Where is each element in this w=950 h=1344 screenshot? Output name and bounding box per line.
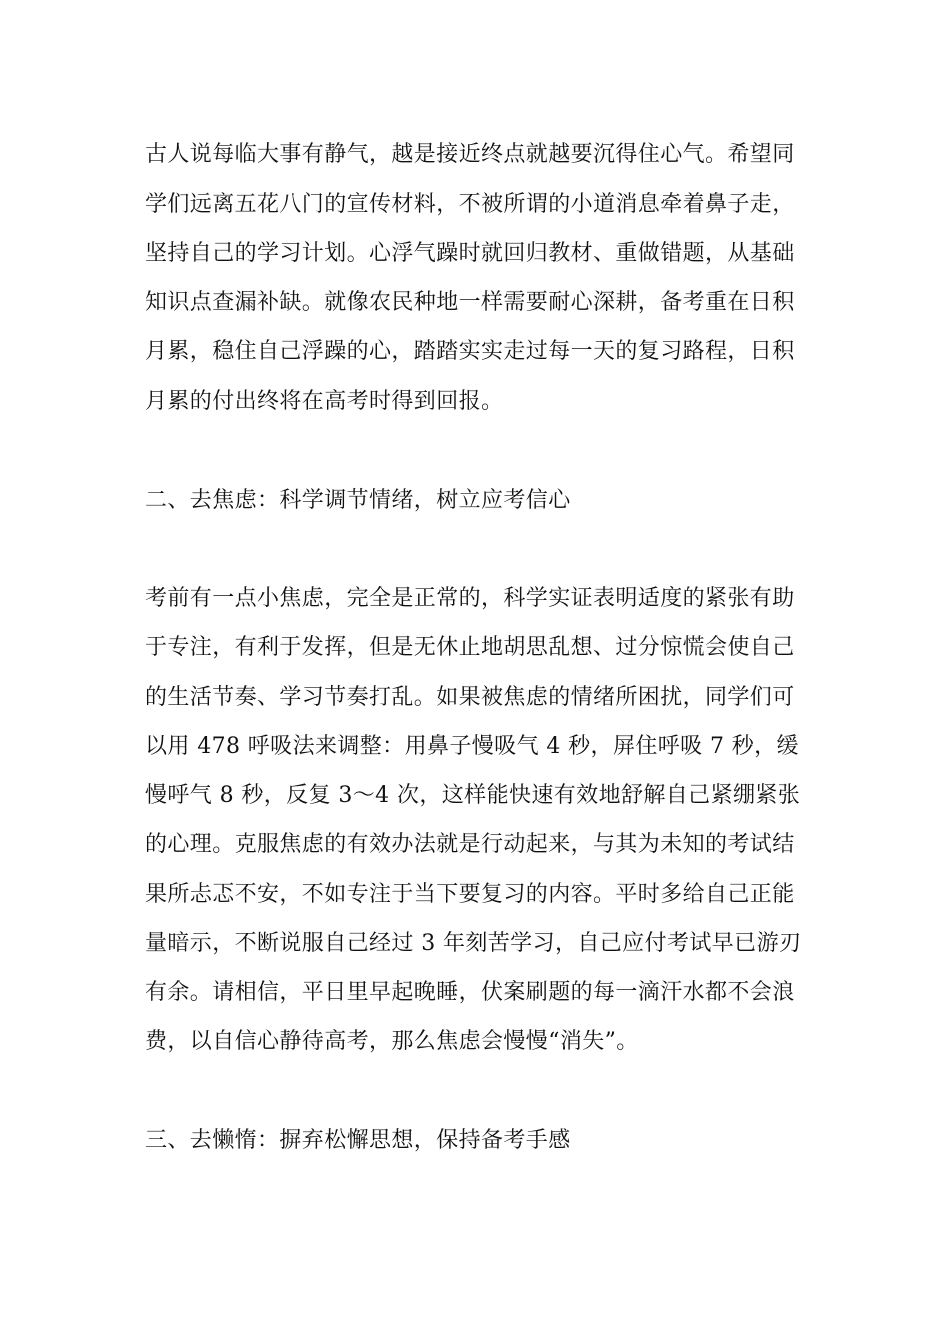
section-heading-3: 三、去懒惰：摒弃松懈思想，保持备考手感 — [145, 1128, 571, 1153]
paragraph-2-line-6: 的心理。克服焦虑的有效办法就是行动起来，与其为未知的考试结 — [145, 832, 795, 857]
paragraph-2-line-9: 有余。请相信，平日里早起晚睡，伏案刷题的每一滴汗水都不会浪 — [145, 980, 795, 1005]
paragraph-1-line-4: 知识点查漏补缺。就像农民种地一样需要耐心深耕，备考重在日积 — [145, 290, 795, 315]
paragraph-2-line-2: 于专注，有利于发挥，但是无休止地胡思乱想、过分惊慌会使自己 — [145, 635, 795, 660]
paragraph-1-line-1: 古人说每临大事有静气，越是接近终点就越要沉得住心气。希望同 — [145, 142, 795, 167]
paragraph-1-line-6: 月累的付出终将在高考时得到回报。 — [145, 389, 504, 414]
paragraph-2-line-10: 费，以自信心静待高考，那么焦虑会慢慢“消失”。 — [145, 1029, 639, 1054]
paragraph-2-line-8: 量暗示，不断说服自己经过 3 年刻苦学习，自己应付考试早已游刃 — [145, 931, 802, 956]
paragraph-2-line-1: 考前有一点小焦虑，完全是正常的，科学实证表明适度的紧张有助 — [145, 586, 795, 611]
section-heading-2: 二、去焦虑：科学调节情绪，树立应考信心 — [145, 488, 571, 513]
paragraph-1-line-5: 月累，稳住自己浮躁的心，踏踏实实走过每一天的复习路程，日积 — [145, 339, 795, 364]
paragraph-2-line-3: 的生活节奏、学习节奏打乱。如果被焦虑的情绪所困扰，同学们可 — [145, 685, 795, 710]
paragraph-2-line-7: 果所忐忑不安，不如专注于当下要复习的内容。平时多给自己正能 — [145, 882, 795, 907]
paragraph-1-line-3: 坚持自己的学习计划。心浮气躁时就回归教材、重做错题，从基础 — [145, 241, 795, 266]
paragraph-1-line-2: 学们远离五花八门的宣传材料，不被所谓的小道消息牵着鼻子走， — [145, 192, 795, 217]
paragraph-2-line-5: 慢呼气 8 秒，反复 3～4 次，这样能快速有效地舒解自己紧绷紧张 — [145, 783, 801, 808]
paragraph-2-line-4: 以用 478 呼吸法来调整：用鼻子慢吸气 4 秒，屏住呼吸 7 秒，缓 — [145, 734, 799, 759]
